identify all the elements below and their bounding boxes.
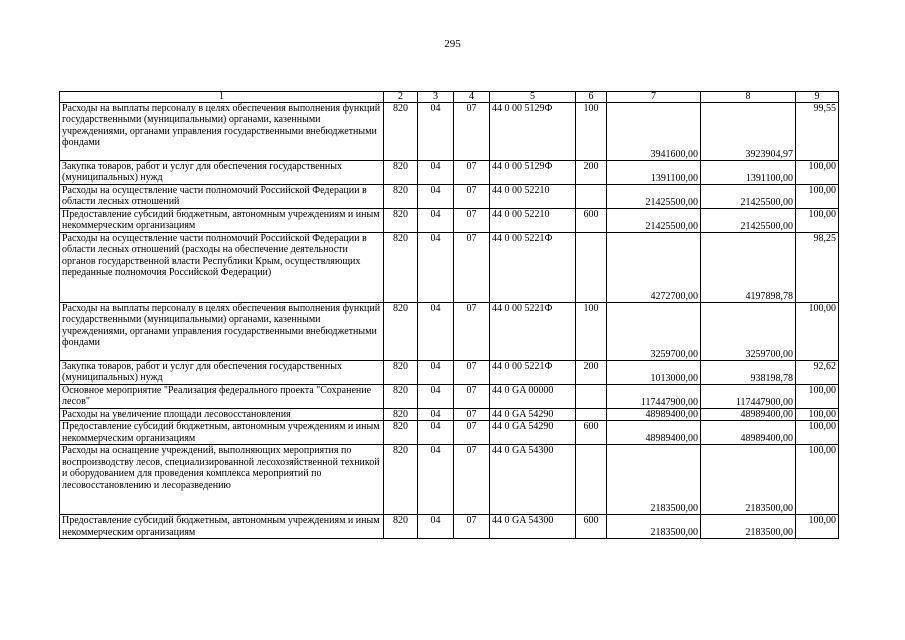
target-article-cell: 44 0 00 5129Ф (490, 103, 576, 161)
section-code-cell: 04 (418, 161, 454, 185)
ministry-code-cell: 820 (384, 233, 418, 303)
target-article-cell: 44 0 GA 54300 (490, 445, 576, 515)
target-article-cell: 44 0 GA 54290 (490, 409, 576, 421)
section-code-cell: 04 (418, 409, 454, 421)
table-row (60, 103, 839, 161)
execution-percent-cell: 99,55 (796, 103, 839, 161)
section-code-cell: 04 (418, 103, 454, 161)
execution-percent-cell: 100,00 (796, 185, 839, 209)
budget-table (59, 91, 839, 539)
expense-type-cell: 100 (576, 303, 607, 361)
section-code-cell: 04 (418, 421, 454, 445)
target-article-cell: 44 0 00 5221Ф (490, 303, 576, 361)
ministry-code-cell: 820 (384, 361, 418, 385)
column-header-6: 6 (576, 92, 607, 103)
target-article-cell: 44 0 GA 00000 (490, 385, 576, 409)
subsection-code-cell: 07 (454, 421, 490, 445)
actual-amount-cell: 2183500,00 (701, 445, 796, 515)
ministry-code-cell: 820 (384, 445, 418, 515)
table-body (60, 103, 839, 539)
expense-type-cell (576, 385, 607, 409)
actual-amount-cell: 938198,78 (701, 361, 796, 385)
subsection-code-cell: 07 (454, 445, 490, 515)
table-row (60, 515, 839, 539)
expense-type-cell (576, 185, 607, 209)
ministry-code-cell: 820 (384, 103, 418, 161)
expense-name-cell: Закупка товаров, работ и услуг для обеспечения государственных (муниципальных) нужд (60, 161, 384, 185)
table-row (60, 161, 839, 185)
execution-percent-cell: 98,25 (796, 233, 839, 303)
column-header-4: 4 (454, 92, 490, 103)
expense-type-cell: 600 (576, 421, 607, 445)
section-code-cell: 04 (418, 385, 454, 409)
actual-amount-cell: 48989400,00 (701, 409, 796, 421)
target-article-cell: 44 0 00 5221Ф (490, 233, 576, 303)
planned-amount-cell: 1013000,00 (607, 361, 701, 385)
expense-name-cell: Основное мероприятие "Реализация федерального проекта "Сохранение лесов" (60, 385, 384, 409)
planned-amount-cell: 117447900,00 (607, 385, 701, 409)
expense-type-cell: 200 (576, 161, 607, 185)
table-row (60, 303, 839, 361)
subsection-code-cell: 07 (454, 515, 490, 539)
target-article-cell: 44 0 00 5221Ф (490, 361, 576, 385)
expense-name-cell: Расходы на выплаты персоналу в целях обеспечения выполнения функций государственными (муниципальными) органами, казенными учреждениями, органами управления государственными внебюджетными фондами (60, 103, 384, 161)
actual-amount-cell: 21425500,00 (701, 185, 796, 209)
planned-amount-cell: 3259700,00 (607, 303, 701, 361)
actual-amount-cell: 3259700,00 (701, 303, 796, 361)
ministry-code-cell: 820 (384, 515, 418, 539)
ministry-code-cell: 820 (384, 209, 418, 233)
expense-name-cell: Расходы на выплаты персоналу в целях обеспечения выполнения функций государственными (муниципальными) органами, казенными учреждениями, органами управления государственными внебюджетными фондами (60, 303, 384, 361)
expense-type-cell: 600 (576, 209, 607, 233)
execution-percent-cell: 100,00 (796, 445, 839, 515)
page-number: 295 (444, 38, 461, 50)
ministry-code-cell: 820 (384, 385, 418, 409)
execution-percent-cell: 100,00 (796, 409, 839, 421)
subsection-code-cell: 07 (454, 233, 490, 303)
target-article-cell: 44 0 00 52210 (490, 185, 576, 209)
actual-amount-cell: 1391100,00 (701, 161, 796, 185)
expense-name-cell: Предоставление субсидий бюджетным, автономным учреждениям и иным некоммерческим организациям (60, 515, 384, 539)
subsection-code-cell: 07 (454, 161, 490, 185)
actual-amount-cell: 4197898,78 (701, 233, 796, 303)
section-code-cell: 04 (418, 185, 454, 209)
expense-type-cell: 100 (576, 103, 607, 161)
column-header-2: 2 (384, 92, 418, 103)
planned-amount-cell: 21425500,00 (607, 209, 701, 233)
actual-amount-cell: 21425500,00 (701, 209, 796, 233)
planned-amount-cell: 21425500,00 (607, 185, 701, 209)
table-header (60, 92, 839, 103)
planned-amount-cell: 2183500,00 (607, 445, 701, 515)
planned-amount-cell: 1391100,00 (607, 161, 701, 185)
actual-amount-cell: 3923904,97 (701, 103, 796, 161)
expense-name-cell: Предоставление субсидий бюджетным, автономным учреждениям и иным некоммерческим организациям (60, 421, 384, 445)
planned-amount-cell: 48989400,00 (607, 409, 701, 421)
planned-amount-cell: 4272700,00 (607, 233, 701, 303)
header-row (60, 92, 839, 103)
planned-amount-cell: 2183500,00 (607, 515, 701, 539)
table-row (60, 185, 839, 209)
table-row (60, 445, 839, 515)
subsection-code-cell: 07 (454, 185, 490, 209)
expense-type-cell: 200 (576, 361, 607, 385)
actual-amount-cell: 117447900,00 (701, 385, 796, 409)
column-header-7: 7 (607, 92, 701, 103)
actual-amount-cell: 48989400,00 (701, 421, 796, 445)
column-header-3: 3 (418, 92, 454, 103)
subsection-code-cell: 07 (454, 209, 490, 233)
section-code-cell: 04 (418, 209, 454, 233)
subsection-code-cell: 07 (454, 385, 490, 409)
section-code-cell: 04 (418, 361, 454, 385)
subsection-code-cell: 07 (454, 409, 490, 421)
expense-name-cell: Расходы на увеличение площади лесовосстановления (60, 409, 384, 421)
execution-percent-cell: 100,00 (796, 209, 839, 233)
target-article-cell: 44 0 GA 54300 (490, 515, 576, 539)
target-article-cell: 44 0 00 52210 (490, 209, 576, 233)
execution-percent-cell: 100,00 (796, 161, 839, 185)
expense-type-cell (576, 233, 607, 303)
subsection-code-cell: 07 (454, 303, 490, 361)
execution-percent-cell: 100,00 (796, 303, 839, 361)
ministry-code-cell: 820 (384, 421, 418, 445)
section-code-cell: 04 (418, 233, 454, 303)
actual-amount-cell: 2183500,00 (701, 515, 796, 539)
expense-name-cell: Расходы на осуществление части полномочий Российской Федерации в области лесных отношений (расходы на обеспечение деятельности органов государственной власти Республики Крым, осуществляющих переданные полномочия Российской Федерации) (60, 233, 384, 303)
section-code-cell: 04 (418, 445, 454, 515)
section-code-cell: 04 (418, 303, 454, 361)
target-article-cell: 44 0 GA 54290 (490, 421, 576, 445)
target-article-cell: 44 0 00 5129Ф (490, 161, 576, 185)
subsection-code-cell: 07 (454, 361, 490, 385)
table-row (60, 361, 839, 385)
execution-percent-cell: 100,00 (796, 515, 839, 539)
column-header-8: 8 (701, 92, 796, 103)
table-row (60, 409, 839, 421)
table-row (60, 233, 839, 303)
execution-percent-cell: 100,00 (796, 385, 839, 409)
expense-type-cell: 600 (576, 515, 607, 539)
execution-percent-cell: 92,62 (796, 361, 839, 385)
ministry-code-cell: 820 (384, 161, 418, 185)
planned-amount-cell: 3941600,00 (607, 103, 701, 161)
column-header-1: 1 (60, 92, 384, 103)
table-row (60, 421, 839, 445)
expense-type-cell (576, 409, 607, 421)
expense-name-cell: Предоставление субсидий бюджетным, автономным учреждениям и иным некоммерческим организациям (60, 209, 384, 233)
column-header-9: 9 (796, 92, 839, 103)
ministry-code-cell: 820 (384, 303, 418, 361)
expense-name-cell: Расходы на оснащение учреждений, выполняющих мероприятия по воспроизводству лесов, специализированной лесохозяйственной техникой и оборудованием для проведения комплекса мероприятий по лесовосстановлению и лесоразведению (60, 445, 384, 515)
expense-type-cell (576, 445, 607, 515)
column-header-5: 5 (490, 92, 576, 103)
execution-percent-cell: 100,00 (796, 421, 839, 445)
subsection-code-cell: 07 (454, 103, 490, 161)
table-row (60, 209, 839, 233)
expense-name-cell: Расходы на осуществление части полномочий Российской Федерации в области лесных отношений (60, 185, 384, 209)
section-code-cell: 04 (418, 515, 454, 539)
ministry-code-cell: 820 (384, 185, 418, 209)
ministry-code-cell: 820 (384, 409, 418, 421)
expense-name-cell: Закупка товаров, работ и услуг для обеспечения государственных (муниципальных) нужд (60, 361, 384, 385)
table-row (60, 385, 839, 409)
planned-amount-cell: 48989400,00 (607, 421, 701, 445)
